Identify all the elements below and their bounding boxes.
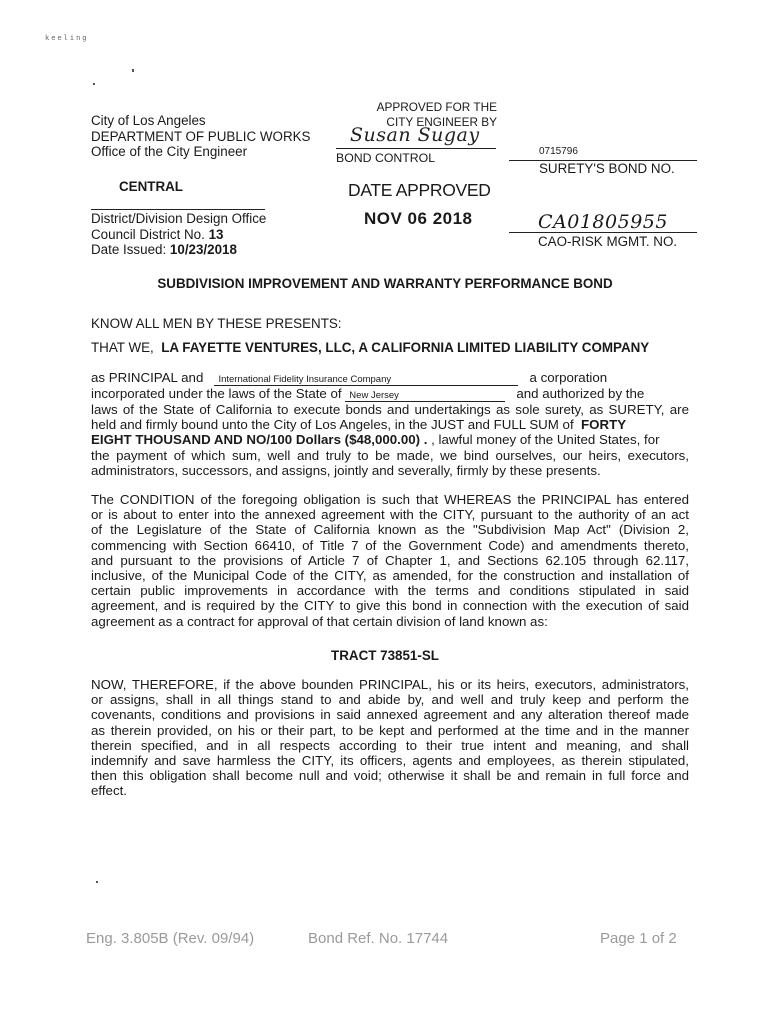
principal-name: LA FAYETTE VENTURES, LLC, A CALIFORNIA LIMITED LIABILITY COMPANY <box>161 340 650 355</box>
central-label: CENTRAL <box>119 179 183 194</box>
document-title: SUBDIVISION IMPROVEMENT AND WARRANTY PERFORMANCE BOND <box>157 276 613 291</box>
para3-line: as therein provided, on his or their part, to be kept and performed at the time and in the manner <box>91 722 689 738</box>
council-district-value: 13 <box>208 226 224 242</box>
council-district-label: Council District No. <box>91 226 205 242</box>
para2-line: commencing with Section 66410, of Title 7 of the Government Code) and amendments thereto, <box>91 537 689 553</box>
para3-line: therein specified, and in all respects according to their true intent and meaning, and shall <box>91 737 689 753</box>
page-number: Page 1 of 2 <box>600 930 677 947</box>
as-principal-text: as PRINCIPAL and <box>91 370 204 385</box>
para2-line: of the Legislature of the State of California known as the "Subdivision Map Act" (Division 2, <box>91 522 689 538</box>
para1-line: the payment of which sum, well and truly to be made, we bind ourselves, our heirs, executors, <box>91 447 689 463</box>
that-we-line <box>91 340 649 355</box>
issuer-block <box>91 113 341 160</box>
obligation-paragraph <box>91 370 689 478</box>
that-we-label: THAT WE, <box>91 340 154 355</box>
cao-line <box>509 232 697 233</box>
district-line <box>91 209 265 210</box>
know-all-line: KNOW ALL MEN BY THESE PRESENTS: <box>91 316 342 331</box>
para2-line: The CONDITION of the foregoing obligation is such that WHEREAS the PRINCIPAL has entered <box>91 492 689 507</box>
para2-line: and pursuant to the provisions of Article 7 of Chapter 1, and Sections 62.105 through 62.117, <box>91 552 689 568</box>
date-approved-stamp: NOV 06 2018 <box>364 209 473 228</box>
form-number: Eng. 3.805B (Rev. 09/94) <box>86 930 255 947</box>
district-block <box>91 211 266 258</box>
signature-line <box>336 148 496 149</box>
district-office: District/Division Design Office <box>91 211 267 226</box>
condition-paragraph <box>91 492 689 629</box>
engineer-signature: Susan Sugay <box>350 124 480 146</box>
para2-line: or is about to enter into the annexed agreement with the CITY, pursuant to the authority of an act <box>91 507 689 523</box>
date-issued <box>91 242 266 258</box>
lawful-money-text: , lawful money of the United States, for <box>431 432 660 448</box>
state-field: New Jersey <box>345 390 505 402</box>
para1-line <box>91 386 689 402</box>
bond-control-label: BOND CONTROL <box>336 151 436 165</box>
incorporated-text: incorporated under the laws of the State of <box>91 386 342 401</box>
sum-amount: EIGHT THOUSAND AND NO/100 Dollars ($48,000.00) . <box>91 432 428 448</box>
date-issued-value: 10/23/2018 <box>169 242 237 257</box>
city-name: City of Los Angeles <box>91 113 206 128</box>
tract-number: TRACT 73851-SL <box>331 648 439 663</box>
council-district <box>91 227 266 243</box>
date-issued-label: Date Issued: <box>91 242 167 257</box>
cao-label: CAO-RISK MGMT. NO. <box>538 234 678 249</box>
department-name: DEPARTMENT OF PUBLIC WORKS <box>91 128 311 144</box>
date-approved-label: DATE APPROVED <box>348 180 491 200</box>
approved-line-1: APPROVED FOR THE <box>376 100 497 114</box>
para1-line: administrators, successors, and assigns, jointly and severally, firmly by these presents. <box>91 462 601 478</box>
para2-line: inclusive, of the Municipal Code of the CITY, as amended, for the construction and installation of <box>91 568 689 584</box>
scan-speck <box>96 881 98 883</box>
cao-number: CA01805955 <box>538 211 668 233</box>
surety-bond-label: SURETY'S BOND NO. <box>539 161 675 176</box>
para3-line: effect. <box>91 783 127 799</box>
para3-line: then this obligation shall become null and void; otherwise it shall be and remain in full force and <box>91 768 689 784</box>
para2-line: agreement, and is required by the CITY to give this bond in connection with the execution of said <box>91 598 689 614</box>
para3-line: NOW, THEREFORE, if the above bounden PRINCIPAL, his or its heirs, executors, administrators, <box>91 677 689 692</box>
para2-line: certain public improvements in accordance with the terms and conditions stipulated in said <box>91 583 689 599</box>
scan-speck <box>93 83 95 85</box>
corner-mark: keeling <box>45 34 89 42</box>
sum-intro-text: held and firmly bound unto the City of Los Angeles, in the JUST and FULL SUM of <box>91 417 574 433</box>
surety-name-field: International Fidelity Insurance Company <box>214 374 518 386</box>
sum-forty: FORTY <box>581 417 627 433</box>
para3-line: or assigns, shall in all things stand to and abide by, and well and truly keep and perform the <box>91 692 689 708</box>
approved-line-2: CITY ENGINEER BY <box>386 114 497 129</box>
para1-line <box>91 417 689 432</box>
authorized-text: and authorized by the <box>516 386 645 401</box>
now-therefore-paragraph <box>91 677 689 799</box>
scan-speck <box>132 69 134 72</box>
office-name: Office of the City Engineer <box>91 144 248 159</box>
a-corporation-text: a corporation <box>529 370 608 385</box>
para3-line: indemnify and save harmless the CITY, its officers, agents and employees, as therein stipulated, <box>91 753 689 769</box>
para2-line: agreement as a contract for approval of that certain division of land known as: <box>91 613 548 629</box>
para3-line: covenants, conditions and provisions in said annexed agreement and any alteration thereof made <box>91 707 689 723</box>
para1-line <box>91 370 689 386</box>
surety-bond-number: 0715796 <box>539 146 578 157</box>
para1-line: laws of the State of California to execute bonds and undertakings as sole surety, as SURETY, are <box>91 402 689 417</box>
bond-ref-number: Bond Ref. No. 17744 <box>308 930 449 947</box>
para1-line <box>91 432 689 447</box>
